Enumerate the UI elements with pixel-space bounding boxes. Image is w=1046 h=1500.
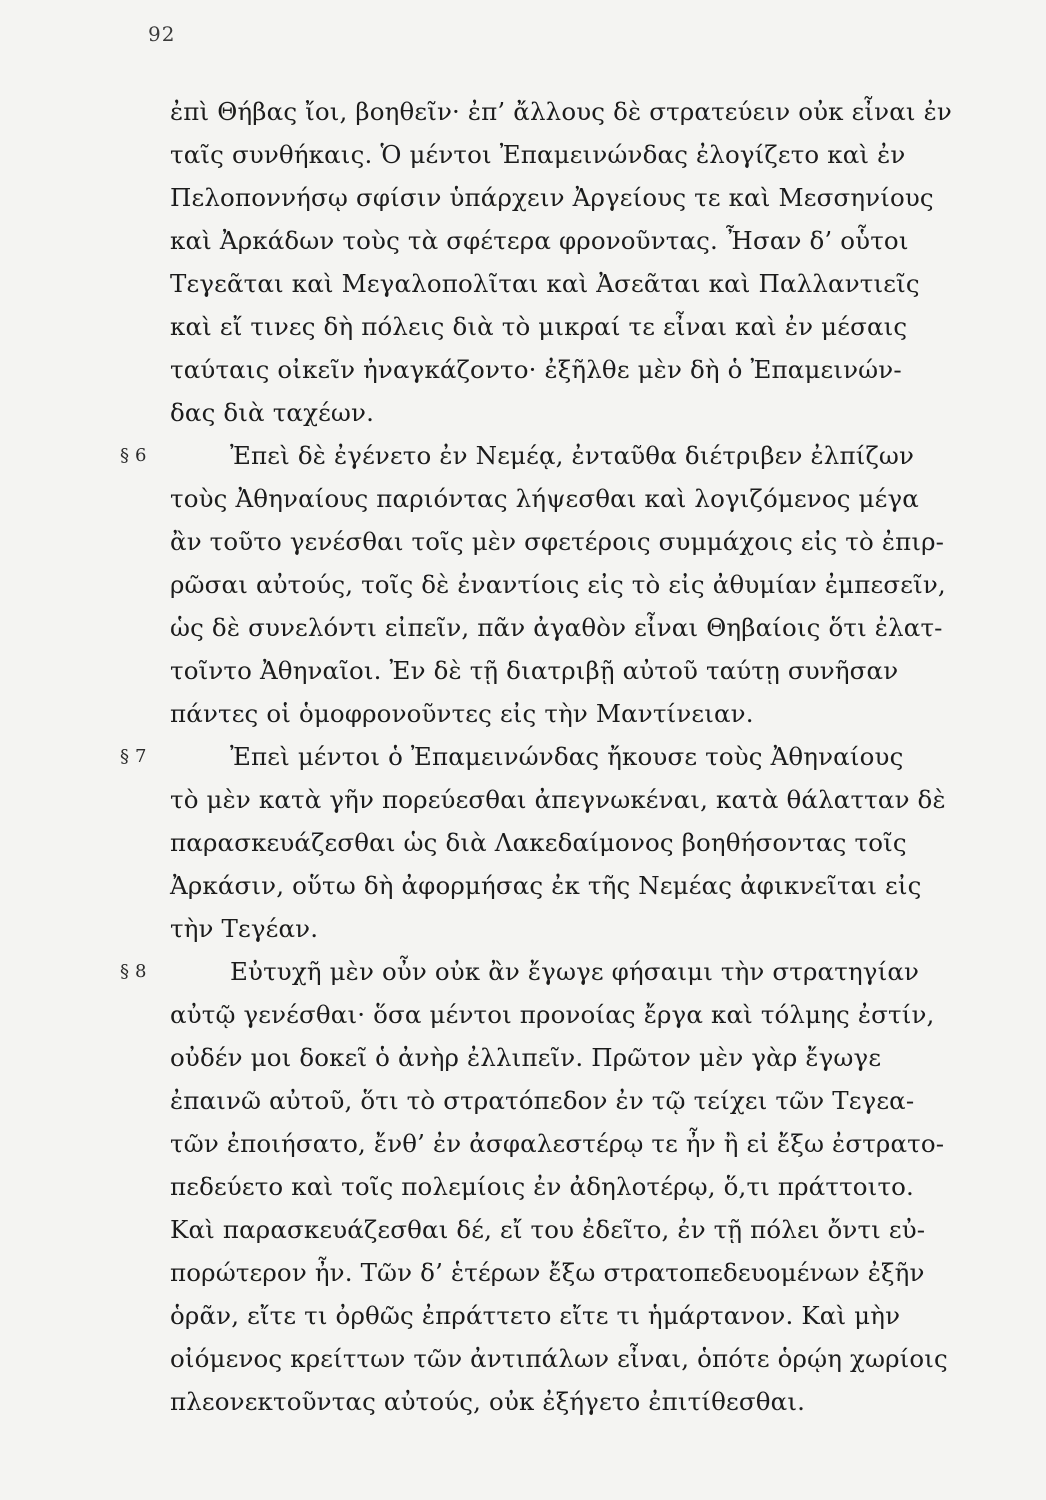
- line-text: Πελοποννήσῳ σφίσιν ὑπάρχειν Ἀργείους τε καὶ Μεσσηνίους: [170, 183, 934, 212]
- text-line: [120, 1079, 1010, 1122]
- text-line: [120, 563, 1010, 606]
- text-line: [120, 864, 1010, 907]
- text-line: [120, 735, 1010, 778]
- text-line: [120, 176, 1010, 219]
- line-text: ρῶσαι αὐτούς, τοῖς δὲ ἐναντίοις εἰς τὸ εἰς ἀθυμίαν ἐμπεσεῖν,: [170, 570, 946, 599]
- paragraph-section-8: [120, 950, 1010, 1423]
- line-text: καὶ εἴ τινες δὴ πόλεις διὰ τὸ μικραί τε εἶναι καὶ ἐν μέσαις: [170, 312, 908, 341]
- line-text: τὴν Τεγέαν.: [170, 914, 319, 943]
- text-line: [120, 1294, 1010, 1337]
- text-line: [120, 219, 1010, 262]
- text-line: [120, 133, 1010, 176]
- text-line: [120, 907, 1010, 950]
- line-text: Καὶ παρασκευάζεσθαι δέ, εἴ του ἐδεῖτο, ἐν τῇ πόλει ὄντι εὐ-: [170, 1215, 926, 1244]
- section-marker: § 8: [120, 961, 147, 982]
- body-text: [120, 90, 1010, 1423]
- line-text: οἰόμενος κρείττων τῶν ἀντιπάλων εἶναι, ὁπότε ὁρῴη χωρίοις: [170, 1344, 948, 1373]
- text-line: [120, 305, 1010, 348]
- line-text: τὸ μὲν κατὰ γῆν πορεύεσθαι ἀπεγνωκέναι, κατὰ θάλατταν δὲ: [170, 785, 946, 814]
- line-text: Ἐπεὶ δὲ ἐγένετο ἐν Νεμέᾳ, ἐνταῦθα διέτριβεν ἐλπίζων: [230, 441, 915, 470]
- line-text: τῶν ἐποιήσατο, ἔνθ’ ἐν ἀσφαλεστέρῳ τε ἦν ἢ εἰ ἔξω ἐστρατο-: [170, 1129, 945, 1158]
- line-text: Τεγεᾶται καὶ Μεγαλοπολῖται καὶ Ἀσεᾶται καὶ Παλλαντιεῖς: [170, 269, 920, 298]
- text-line: [120, 1122, 1010, 1165]
- line-text: παρασκευάζεσθαι ὡς διὰ Λακεδαίμονος βοηθήσοντας τοῖς: [170, 828, 907, 857]
- text-line: [120, 692, 1010, 735]
- line-text: ἐπαινῶ αὐτοῦ, ὅτι τὸ στρατόπεδον ἐν τῷ τείχει τῶν Τεγεα-: [170, 1086, 915, 1115]
- paragraph-section-7: [120, 735, 1010, 950]
- text-line: [120, 950, 1010, 993]
- text-line: [120, 391, 1010, 434]
- text-line: [120, 434, 1010, 477]
- line-text: Ἀρκάσιν, οὕτω δὴ ἀφορμήσας ἐκ τῆς Νεμέας ἀφικνεῖται εἰς: [170, 871, 922, 900]
- line-text: τοὺς Ἀθηναίους παριόντας λήψεσθαι καὶ λογιζόμενος μέγα: [170, 484, 919, 513]
- line-text: ταύταις οἰκεῖν ἠναγκάζοντο· ἐξῆλθε μὲν δὴ ὁ Ἐπαμεινών-: [170, 355, 902, 384]
- line-text: Εὐτυχῆ μὲν οὖν οὐκ ἂν ἔγωγε φήσαιμι τὴν στρατηγίαν: [230, 957, 920, 986]
- line-text: αὐτῷ γενέσθαι· ὅσα μέντοι προνοίας ἔργα καὶ τόλμης ἐστίν,: [170, 1000, 935, 1029]
- text-line: [120, 1251, 1010, 1294]
- text-line: [120, 262, 1010, 305]
- line-text: ταῖς συνθήκαις. Ὁ μέντοι Ἐπαμεινώνδας ἐλογίζετο καὶ ἐν: [170, 140, 906, 169]
- line-text: ὡς δὲ συνελόντι εἰπεῖν, πᾶν ἀγαθὸν εἶναι Θηβαίοις ὅτι ἐλατ-: [170, 613, 943, 642]
- text-line: [120, 1165, 1010, 1208]
- text-line: [120, 1208, 1010, 1251]
- text-line: [120, 1337, 1010, 1380]
- text-line: [120, 520, 1010, 563]
- text-line: [120, 90, 1010, 133]
- line-text: ἐπὶ Θήβας ἴοι, βοηθεῖν· ἐπ’ ἄλλους δὲ στρατεύειν οὐκ εἶναι ἐν: [170, 97, 952, 126]
- text-line: [120, 1380, 1010, 1423]
- line-text: πορώτερον ἦν. Τῶν δ’ ἑτέρων ἔξω στρατοπεδευομένων ἐξῆν: [170, 1258, 925, 1287]
- text-line: [120, 606, 1010, 649]
- text-line: [120, 477, 1010, 520]
- line-text: ἂν τοῦτο γενέσθαι τοῖς μὲν σφετέροις συμμάχοις εἰς τὸ ἐπιρ-: [170, 527, 945, 556]
- line-text: τοῖντο Ἀθηναῖοι. Ἐν δὲ τῇ διατριβῇ αὐτοῦ ταύτῃ συνῆσαν: [170, 656, 899, 685]
- section-marker: § 6: [120, 445, 147, 466]
- line-text: Ἐπεὶ μέντοι ὁ Ἐπαμεινώνδας ἤκουσε τοὺς Ἀθηναίους: [230, 742, 904, 771]
- paragraph-section-6: [120, 434, 1010, 735]
- line-text: πλεονεκτοῦντας αὐτούς, οὐκ ἐξήγετο ἐπιτίθεσθαι.: [170, 1387, 806, 1416]
- line-text: πάντες οἱ ὁμοφρονοῦντες εἰς τὴν Μαντίνειαν.: [170, 699, 754, 728]
- text-line: [120, 649, 1010, 692]
- paragraph: [120, 90, 1010, 434]
- line-text: ὁρᾶν, εἴτε τι ὀρθῶς ἐπράττετο εἴτε τι ἡμάρτανον. Καὶ μὴν: [170, 1301, 901, 1330]
- page-number: 92: [148, 22, 176, 46]
- text-line: [120, 993, 1010, 1036]
- text-line: [120, 1036, 1010, 1079]
- section-marker: § 7: [120, 746, 147, 767]
- line-text: καὶ Ἀρκάδων τοὺς τὰ σφέτερα φρονοῦντας. Ἦσαν δ’ οὗτοι: [170, 226, 909, 255]
- line-text: δας διὰ ταχέων.: [170, 398, 375, 427]
- text-line: [120, 821, 1010, 864]
- text-line: [120, 778, 1010, 821]
- line-text: πεδεύετο καὶ τοῖς πολεμίοις ἐν ἀδηλοτέρῳ, ὅ,τι πράττοιτο.: [170, 1172, 914, 1201]
- text-line: [120, 348, 1010, 391]
- line-text: οὐδέν μοι δοκεῖ ὁ ἀνὴρ ἐλλιπεῖν. Πρῶτον μὲν γὰρ ἔγωγε: [170, 1043, 882, 1072]
